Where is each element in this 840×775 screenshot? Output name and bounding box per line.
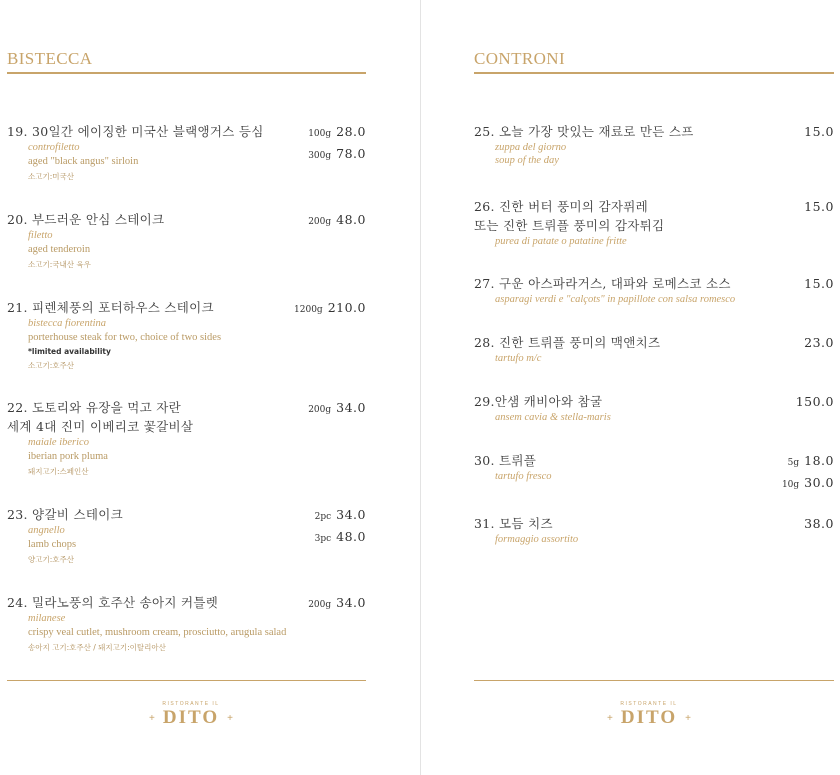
logo-wordmark: DITO xyxy=(162,707,220,728)
item-name: 23. 양갈비 스테이크 xyxy=(7,507,123,522)
price-row xyxy=(804,122,834,141)
price-row xyxy=(315,527,366,549)
price-value: 48.0 xyxy=(336,212,366,227)
item-30-prices xyxy=(782,451,834,495)
item-italian: maiale iberico xyxy=(28,437,89,448)
price-unit: 10g xyxy=(781,480,800,490)
menu-item-26 xyxy=(474,197,764,248)
logo-subtitle: RISTORANTE IL xyxy=(620,701,678,707)
item-name: 31. 모듬 치즈 xyxy=(474,516,553,531)
section-title-rule xyxy=(474,72,834,74)
item-english: aged "black angus" sirloin xyxy=(28,156,139,167)
price-value: 48.0 xyxy=(336,529,366,544)
item-28-prices xyxy=(804,333,834,352)
price-row xyxy=(308,144,366,166)
price-value: 15.0 xyxy=(804,276,834,291)
price-unit: 300g xyxy=(308,151,332,161)
price-value: 30.0 xyxy=(804,475,834,490)
item-name: 25. 오늘 가장 맛있는 재료로 만든 스프 xyxy=(474,124,694,139)
price-value: 34.0 xyxy=(336,400,366,415)
item-origin: 소고기:국내산 육우 xyxy=(28,260,91,269)
logo-wordmark: DITO xyxy=(620,707,678,728)
price-value: 210.0 xyxy=(327,300,366,315)
item-origin: 양고기:호주산 xyxy=(28,555,74,564)
menu-item-25 xyxy=(474,122,764,167)
price-value: 18.0 xyxy=(804,453,834,468)
item-italian: angnello xyxy=(28,525,65,536)
section-title-contorni: CONTRONI xyxy=(474,49,566,68)
price-row xyxy=(308,210,366,232)
item-19-prices xyxy=(308,122,366,166)
menu-item-24 xyxy=(7,593,347,656)
item-availability-note: *limited availability xyxy=(28,347,111,356)
menu-item-20 xyxy=(7,210,297,273)
item-origin: 소고기:호주산 xyxy=(28,361,74,370)
item-21-prices xyxy=(294,298,366,320)
footer-rule xyxy=(474,680,834,681)
item-24-prices xyxy=(308,593,366,615)
menu-item-27 xyxy=(474,274,794,306)
item-english: crispy veal cutlet, mushroom cream, prosciutto, arugula salad xyxy=(28,627,287,638)
price-value: 34.0 xyxy=(336,507,366,522)
menu-item-28 xyxy=(474,333,764,365)
item-english: porterhouse steak for two, choice of two sides xyxy=(28,332,222,343)
logo-plus-left: + xyxy=(607,712,613,724)
item-name: 27. 구운 아스파라거스, 대파와 로메스코 소스 xyxy=(474,276,731,291)
item-name: 29.안샘 캐비아와 참굴 xyxy=(474,394,603,409)
price-value: 150.0 xyxy=(795,394,834,409)
price-row xyxy=(804,197,834,216)
price-value: 28.0 xyxy=(336,124,366,139)
item-25-prices xyxy=(804,122,834,141)
item-29-prices xyxy=(796,392,834,411)
item-italian: bistecca fiorentina xyxy=(28,318,107,329)
item-italian: zuppa del giorno soup of the day xyxy=(495,142,567,166)
price-row xyxy=(804,333,834,352)
menu-item-19 xyxy=(7,122,297,185)
menu-item-31 xyxy=(474,514,764,546)
item-name: 21. 피렌체풍의 포터하우스 스테이크 xyxy=(7,300,214,315)
price-row xyxy=(782,451,834,473)
price-unit: 200g xyxy=(308,600,332,610)
item-26-prices xyxy=(804,197,834,216)
item-english: iberian pork pluma xyxy=(28,451,108,462)
item-27-prices xyxy=(804,274,834,293)
item-english: lamb chops xyxy=(28,539,77,550)
item-name: 28. 진한 트뤼플 풍미의 맥앤치즈 xyxy=(474,335,661,350)
price-row xyxy=(294,298,366,320)
right-menu-page xyxy=(421,0,840,775)
menu-item-30 xyxy=(474,451,764,483)
item-name: 26. 진한 버터 풍미의 감자퓌레 또는 진한 트뤼플 풍미의 감자튀김 xyxy=(474,199,665,233)
item-20-prices xyxy=(308,210,366,232)
item-22-prices xyxy=(308,398,366,420)
price-value: 23.0 xyxy=(804,335,834,350)
price-row xyxy=(796,392,834,411)
item-origin: 송아지 고기:호주산 / 돼지고기:이탈리아산 xyxy=(28,643,166,652)
item-english: aged tenderoin xyxy=(28,244,91,255)
item-origin: 소고기:미국산 xyxy=(28,172,74,181)
item-italian: milanese xyxy=(28,613,66,624)
restaurant-logo xyxy=(131,700,251,728)
logo-plus-left: + xyxy=(149,712,155,724)
menu-item-22 xyxy=(7,398,297,480)
price-row xyxy=(804,514,834,533)
footer-rule xyxy=(7,680,366,681)
price-row xyxy=(315,505,366,527)
price-unit: 1200g xyxy=(294,305,323,315)
price-unit: 3pc xyxy=(314,534,332,544)
price-value: 15.0 xyxy=(804,124,834,139)
item-italian: tartufo fresco xyxy=(495,471,552,482)
menu-item-21 xyxy=(7,298,287,374)
section-title-bistecca: BISTECCA xyxy=(7,49,93,68)
price-unit: 5g xyxy=(787,458,800,468)
price-unit: 100g xyxy=(308,129,332,139)
logo-plus-right: + xyxy=(685,712,691,724)
item-name: 20. 부드러운 안심 스테이크 xyxy=(7,212,165,227)
item-31-prices xyxy=(804,514,834,533)
section-title-rule xyxy=(7,72,366,74)
price-unit: 200g xyxy=(308,217,332,227)
logo-plus-right: + xyxy=(227,712,233,724)
price-value: 78.0 xyxy=(336,146,366,161)
item-italian: formaggio assortito xyxy=(495,534,579,545)
menu-item-23 xyxy=(7,505,297,568)
item-italian: tartufo m/c xyxy=(495,353,542,364)
price-unit: 200g xyxy=(308,405,332,415)
menu-item-29 xyxy=(474,392,764,424)
restaurant-logo xyxy=(589,700,709,728)
price-value: 34.0 xyxy=(336,595,366,610)
item-name: 19. 30일간 에이징한 미국산 블랙앵거스 등심 xyxy=(7,124,264,139)
price-row xyxy=(308,398,366,420)
item-italian: filetto xyxy=(28,230,53,241)
price-row xyxy=(782,473,834,495)
item-name: 22. 도토리와 유장을 먹고 자란 세계 4대 진미 이베리코 꽃갈비살 xyxy=(7,400,194,434)
price-row xyxy=(804,274,834,293)
price-row xyxy=(308,593,366,615)
item-23-prices xyxy=(315,505,366,549)
price-value: 15.0 xyxy=(804,199,834,214)
price-row xyxy=(308,122,366,144)
item-italian: asparagi verdi e "calçots" in papillote con salsa romesco xyxy=(495,294,736,305)
item-name: 30. 트뤼플 xyxy=(474,453,537,468)
price-value: 38.0 xyxy=(804,516,834,531)
item-italian: ansem cavia & stella-maris xyxy=(495,412,611,423)
item-italian: purea di patate o patatine fritte xyxy=(495,236,627,247)
price-unit: 2pc xyxy=(314,512,332,522)
item-name: 24. 밀라노풍의 호주산 송아지 커틀렛 xyxy=(7,595,219,610)
item-italian: controfiletto xyxy=(28,142,80,153)
item-origin: 돼지고기:스페인산 xyxy=(28,467,89,476)
logo-subtitle: RISTORANTE IL xyxy=(162,701,220,707)
